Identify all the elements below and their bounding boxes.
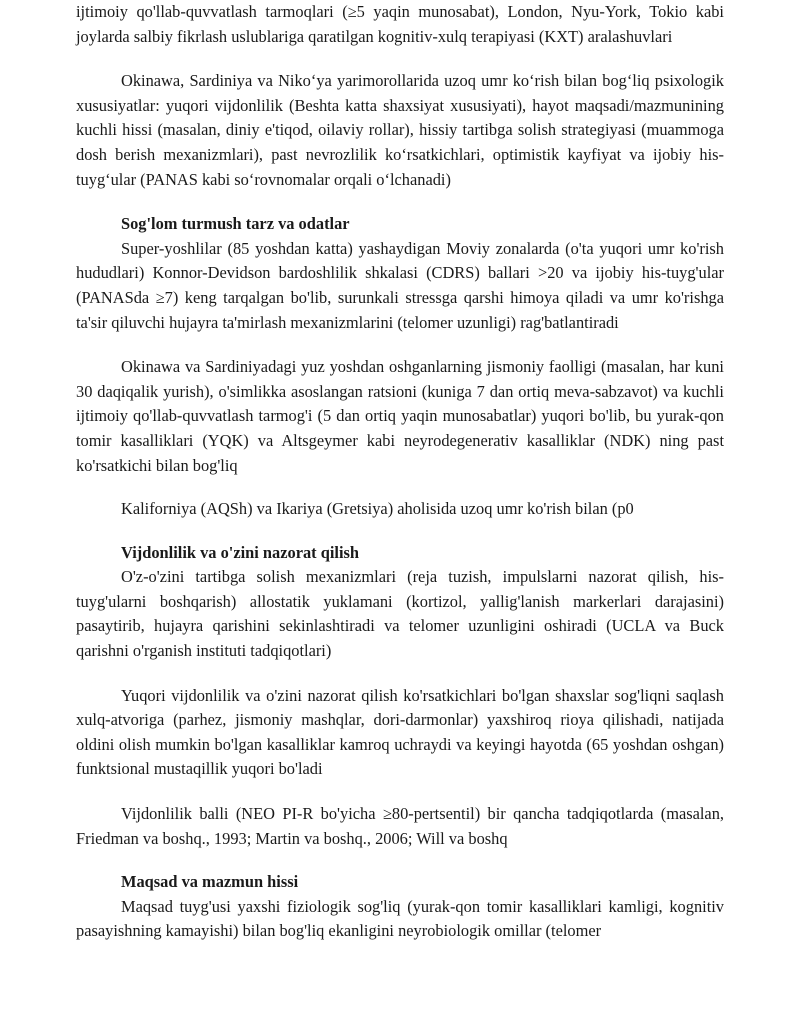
paragraph-california-ikaria: Kaliforniya (AQSh) va Ikariya (Gretsiya) aholisida uzoq umr ko'rish bilan (p0 [121, 499, 634, 519]
paragraph-okinawa-activity: Okinawa va Sardiniyadagi yuz yoshdan oshganlarning jismoniy faolligi (masalan, har kuni 30 daqiqalik yurish), o'simlikka asoslangan ratsioni (kuniga 7 dan ortiq meva-sabzavot) va kuchli ijtimoiy qo'llab-quvvatlash tarmog'i (5 dan ortiq yaqin munosabatlar) yuqori bo'lib, bu yurak-qon tomir kasalliklari (YQK) va Altsgeymer kabi neyrodegenerativ kasalliklar (NDK) ning past ko'rsatkichi bilan bog'liq [76, 357, 724, 475]
paragraph-self-regulation: O'z-o'zini tartibga solish mexanizmlari (reja tuzish, impulslarni nazorat qilish, his-tuyg'ularni boshqarish) allostatik yuklamani (kortizol, yallig'lanish markerlari darajasini) pasaytirib, hujayra qarishini sekinlashtiradi va telomer uzunligini oshiradi (UCLA va Buck qarishni o'rganish instituti tadqiqotlari) [76, 567, 724, 661]
paragraph-health-behavior: Yuqori vijdonlilik va o'zini nazorat qilish ko'rsatkichlari bo'lgan shaxslar sog'liqni saqlash xulq-atvoriga (parhez, jismoniy mashqlar, dori-darmonlar) yaxshiroq rioya qilishadi, natijada oldini olish mumkin bo'lgan kasalliklar kamroq uchraydi va keyingi hayotda (65 yoshdan oshgan) funktsional mustaqillik yuqori bo'ladi [76, 685, 724, 779]
paragraph-purpose-health: Maqsad tuyg'usi yaxshi fiziologik sog'liq (yurak-qon tomir kasalliklari kamligi, kognitiv pasayishning kamayishi) bilan bog'liq ekanligini neyrobiologik omillar (telomer [76, 896, 724, 941]
paragraph-psychological-traits: Okinawa, Sardiniya va Niko‘ya yarimorollarida uzoq umr ko‘rish bilan bog‘liq psixologik xususiyatlar: yuqori vijdonlilik (Beshta katta shaxsiyat xususiyati), hayot maqsadi/mazmunining kuchli hissi (masalan, diniy e'tiqod, oilaviy rollar), hissiy tartibga solish strategiyasi (muammoga dosh berish mexanizmlari), past nevrozlilik ko‘rsatkichlari, optimistik kayfiyat va ijobiy his-tuyg‘ular (PANAS kabi so‘rovnomalar orqali o‘lchanadi) [76, 71, 724, 189]
paragraph-conscientiousness-score: Vijdonlilik balli (NEO PI-R bo'yicha ≥80-pertsentil) bir qancha tadqiqotlarda (masalan, Friedman va boshq., 1993; Martin va boshq., 2006; Will va boshq [76, 804, 724, 848]
section-heading-purpose: Maqsad va mazmun hissi [121, 872, 299, 892]
paragraph-continuation: ijtimoiy qo'llab-quvvatlash tarmoqlari (≥5 yaqin munosabat), London, Nyu-York, Tokio kabi joylarda salbiy fikrlash uslublariga qaratilgan kognitiv-xulq terapiyasi (KXT) aralashuvlari [76, 2, 724, 46]
section-heading-conscientiousness: Vijdonlilik va o'zini nazorat qilish [121, 542, 360, 562]
paragraph-super-aged: Super-yoshlilar (85 yoshdan katta) yashaydigan Moviy zonalarda (o'ta yuqori umr ko'rish hududlari) Konnor-Devidson bardoshlilik shkalasi (CDRS) ballari >20 va ijobiy his-tuyg'ular (PANASda ≥7) keng tarqalgan bo'lib, surunkali stressga qarshi himoya qiladi va umr ko'rishga ta'sir qiluvchi hujayra ta'mirlash mexanizmlarini (telomer uzunligi) rag'batlantiradi [76, 238, 724, 332]
section-heading-healthy-lifestyle: Sog'lom turmush tarz va odatlar [121, 214, 350, 234]
